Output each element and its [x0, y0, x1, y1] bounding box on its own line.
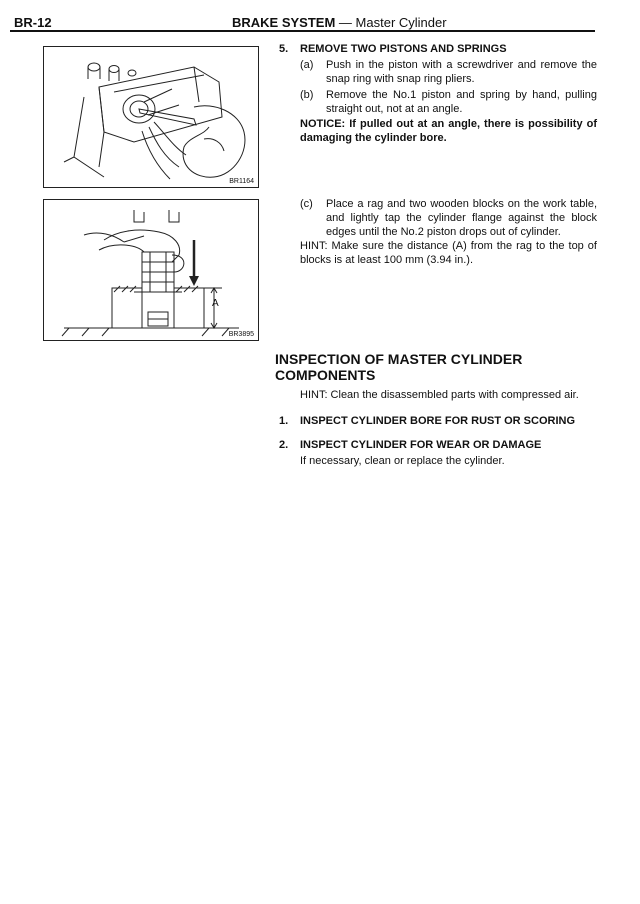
page-number: BR-12	[14, 15, 52, 30]
substep-label: (a)	[300, 59, 314, 71]
substep-text: Push in the piston with a screwdriver and remove the snap ring with snap ring pliers.	[326, 59, 597, 85]
illustration-wooden-blocks	[44, 200, 258, 340]
figure-id: BR3895	[228, 331, 254, 338]
substep-text: Remove the No.1 piston and spring by hand, pulling straight out, not at an angle.	[326, 89, 597, 115]
substep-b	[300, 88, 597, 116]
header-section: BRAKE SYSTEM	[232, 15, 336, 30]
header-rule	[10, 30, 595, 32]
step-text: If necessary, clean or replace the cylinder.	[300, 455, 505, 467]
step-number: 5.	[279, 43, 289, 55]
step-number: 1.	[279, 415, 289, 427]
inspection-block	[279, 388, 597, 478]
notice: NOTICE: If pulled out at an angle, there is possibility of damaging the cylinder bore.	[300, 118, 597, 144]
substep-c	[300, 197, 597, 239]
substep-a	[300, 58, 597, 86]
page-header	[10, 10, 595, 32]
step-5-block	[279, 42, 597, 282]
substep-label: (c)	[300, 198, 313, 210]
header-separator: —	[338, 15, 352, 30]
figure-id: BR1164	[229, 178, 254, 185]
dimension-label-a: A	[212, 298, 219, 309]
substep-text: Place a rag and two wooden blocks on the work table, and lightly tap the cylinder flange against the block edges until the No.2 piston drops out of cylinder.	[326, 198, 597, 238]
hint: HINT: Make sure the distance (A) from the rag to the top of blocks is at least 100 mm (3.94 in.).	[300, 240, 597, 266]
figure-tap-cylinder	[43, 199, 259, 341]
inspection-hint: HINT: Clean the disassembled parts with compressed air.	[300, 389, 579, 401]
illustration-screwdriver-snap-ring	[44, 47, 258, 187]
step-title: INSPECT CYLINDER FOR WEAR OR DAMAGE	[300, 439, 542, 451]
step-title: INSPECT CYLINDER BORE FOR RUST OR SCORING	[300, 415, 576, 427]
header-subsection: Master Cylinder	[355, 15, 447, 30]
step-title: REMOVE TWO PISTONS AND SPRINGS	[300, 43, 507, 55]
figure-piston-removal	[43, 46, 259, 188]
header-title	[232, 15, 447, 30]
section-heading: INSPECTION OF MASTER CYLINDER COMPONENTS	[275, 351, 523, 383]
substep-label: (b)	[300, 89, 314, 101]
step-number: 2.	[279, 439, 289, 451]
